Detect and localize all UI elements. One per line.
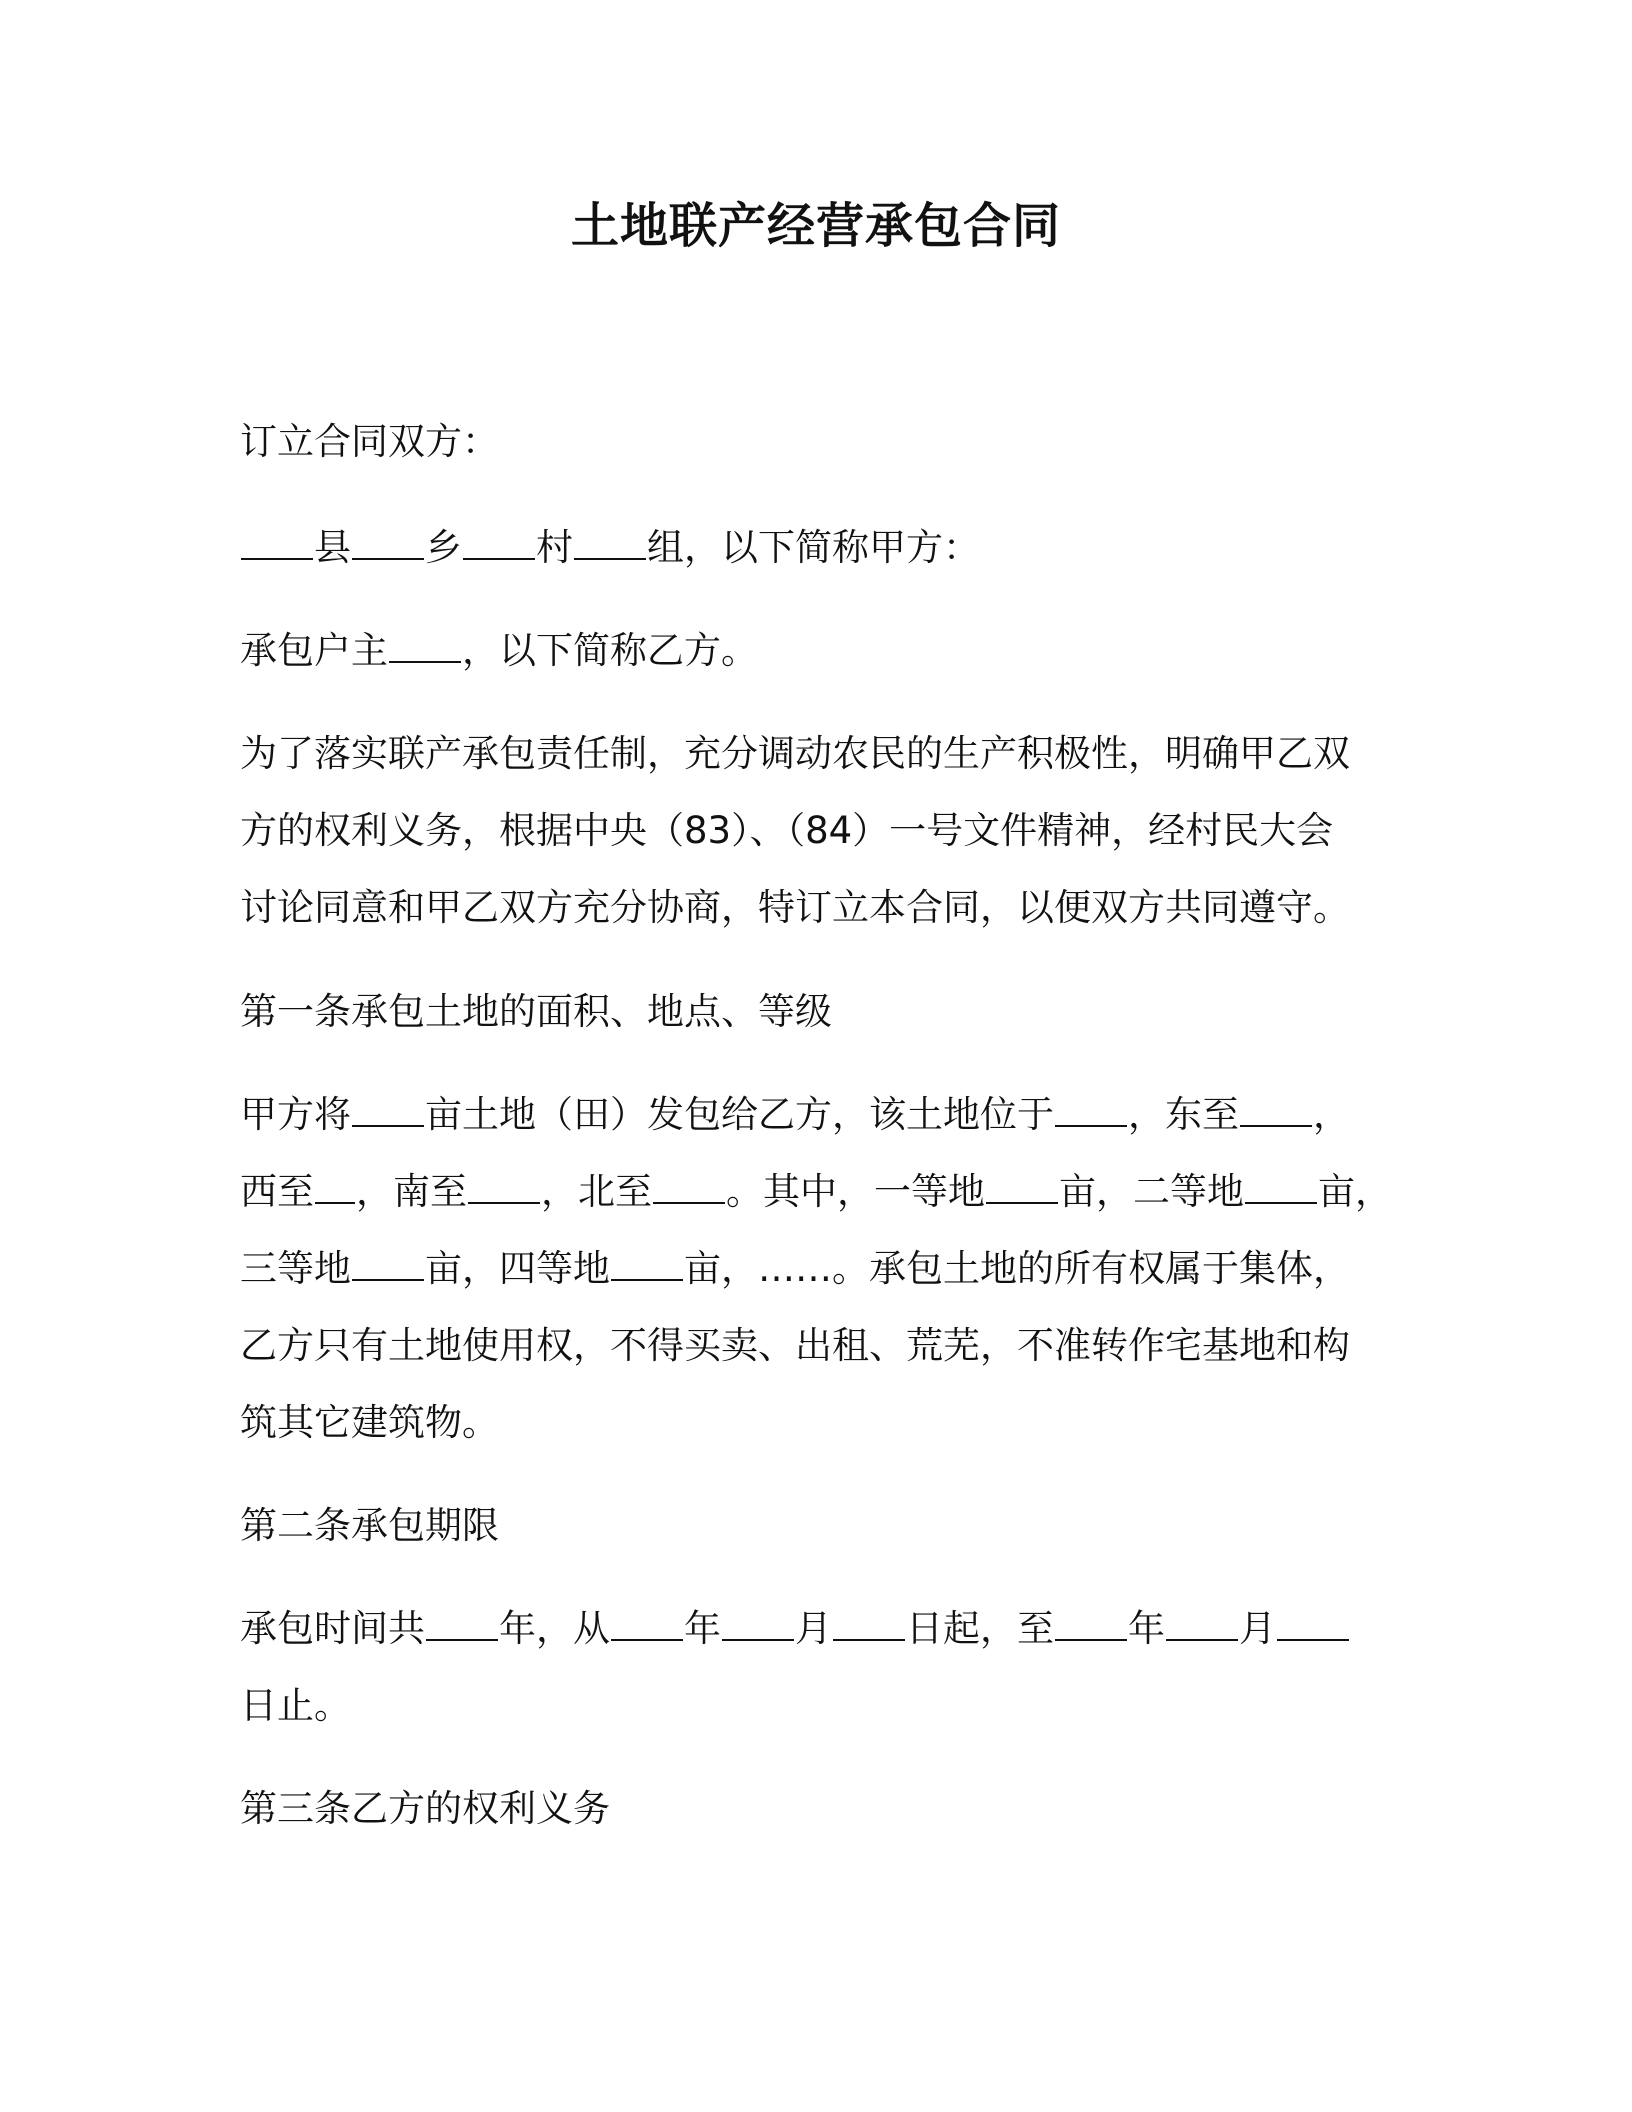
blank-grade2 bbox=[1245, 1172, 1317, 1204]
blank-village bbox=[463, 528, 535, 560]
document-title: 土地联产经营承包合同 bbox=[570, 198, 1061, 254]
party-a-line: 县 乡 村 组，以下简称甲方： bbox=[240, 509, 1400, 586]
party-b-line: 承包户主 ，以下简称乙方。 bbox=[240, 629, 758, 672]
blank-years bbox=[426, 1609, 498, 1641]
blank-start-day bbox=[833, 1609, 905, 1641]
blank-area bbox=[352, 1095, 424, 1127]
blank-township bbox=[352, 528, 424, 560]
parties-heading: 订立合同双方： bbox=[240, 420, 499, 463]
blank-county bbox=[241, 528, 313, 560]
blank-location bbox=[1055, 1095, 1127, 1127]
blank-household-head bbox=[389, 631, 461, 663]
blank-grade4 bbox=[611, 1249, 683, 1281]
article1-heading: 第一条承包土地的面积、地点、等级 bbox=[240, 990, 832, 1033]
blank-grade3 bbox=[352, 1249, 424, 1281]
blank-group bbox=[574, 528, 646, 560]
blank-end-year bbox=[1055, 1609, 1127, 1641]
blank-start-year bbox=[611, 1609, 683, 1641]
blank-south bbox=[468, 1172, 540, 1204]
blank-end-month bbox=[1166, 1609, 1238, 1641]
article1-body: 甲方将 亩土地（田）发包给乙方，该土地位于 ，东至 ， 西至 ，南至 ，北至 。其中，一等地 亩，二等地 亩， 三等地 亩，四等地 亩，……。承包土地的所有权属于集体， 乙方只有土地使用权，不得买卖、出租、荒芜，不准转作宅基地和构 筑其它建筑物。 bbox=[240, 1093, 1392, 1444]
blank-east bbox=[1240, 1095, 1312, 1127]
blank-start-month bbox=[722, 1609, 794, 1641]
article2-body: 承包时间共 年，从 年 月 日起，至 年 月 日止。 bbox=[240, 1590, 1400, 1744]
preamble-paragraph: 为了落实联产承包责任制，充分调动农民的生产积极性，明确甲乙双 方的权利义务，根据中央（83）、（84）一号文件精神，经村民大会 讨论同意和甲乙双方充分协商，特订立本合同，以便双方共同遵守。 bbox=[240, 732, 1350, 929]
article2-heading: 第二条承包期限 bbox=[240, 1504, 499, 1547]
blank-end-day bbox=[1277, 1609, 1349, 1641]
blank-west bbox=[315, 1172, 355, 1204]
blank-grade1 bbox=[986, 1172, 1058, 1204]
blank-north bbox=[653, 1172, 725, 1204]
article3-heading: 第三条乙方的权利义务 bbox=[240, 1787, 610, 1830]
